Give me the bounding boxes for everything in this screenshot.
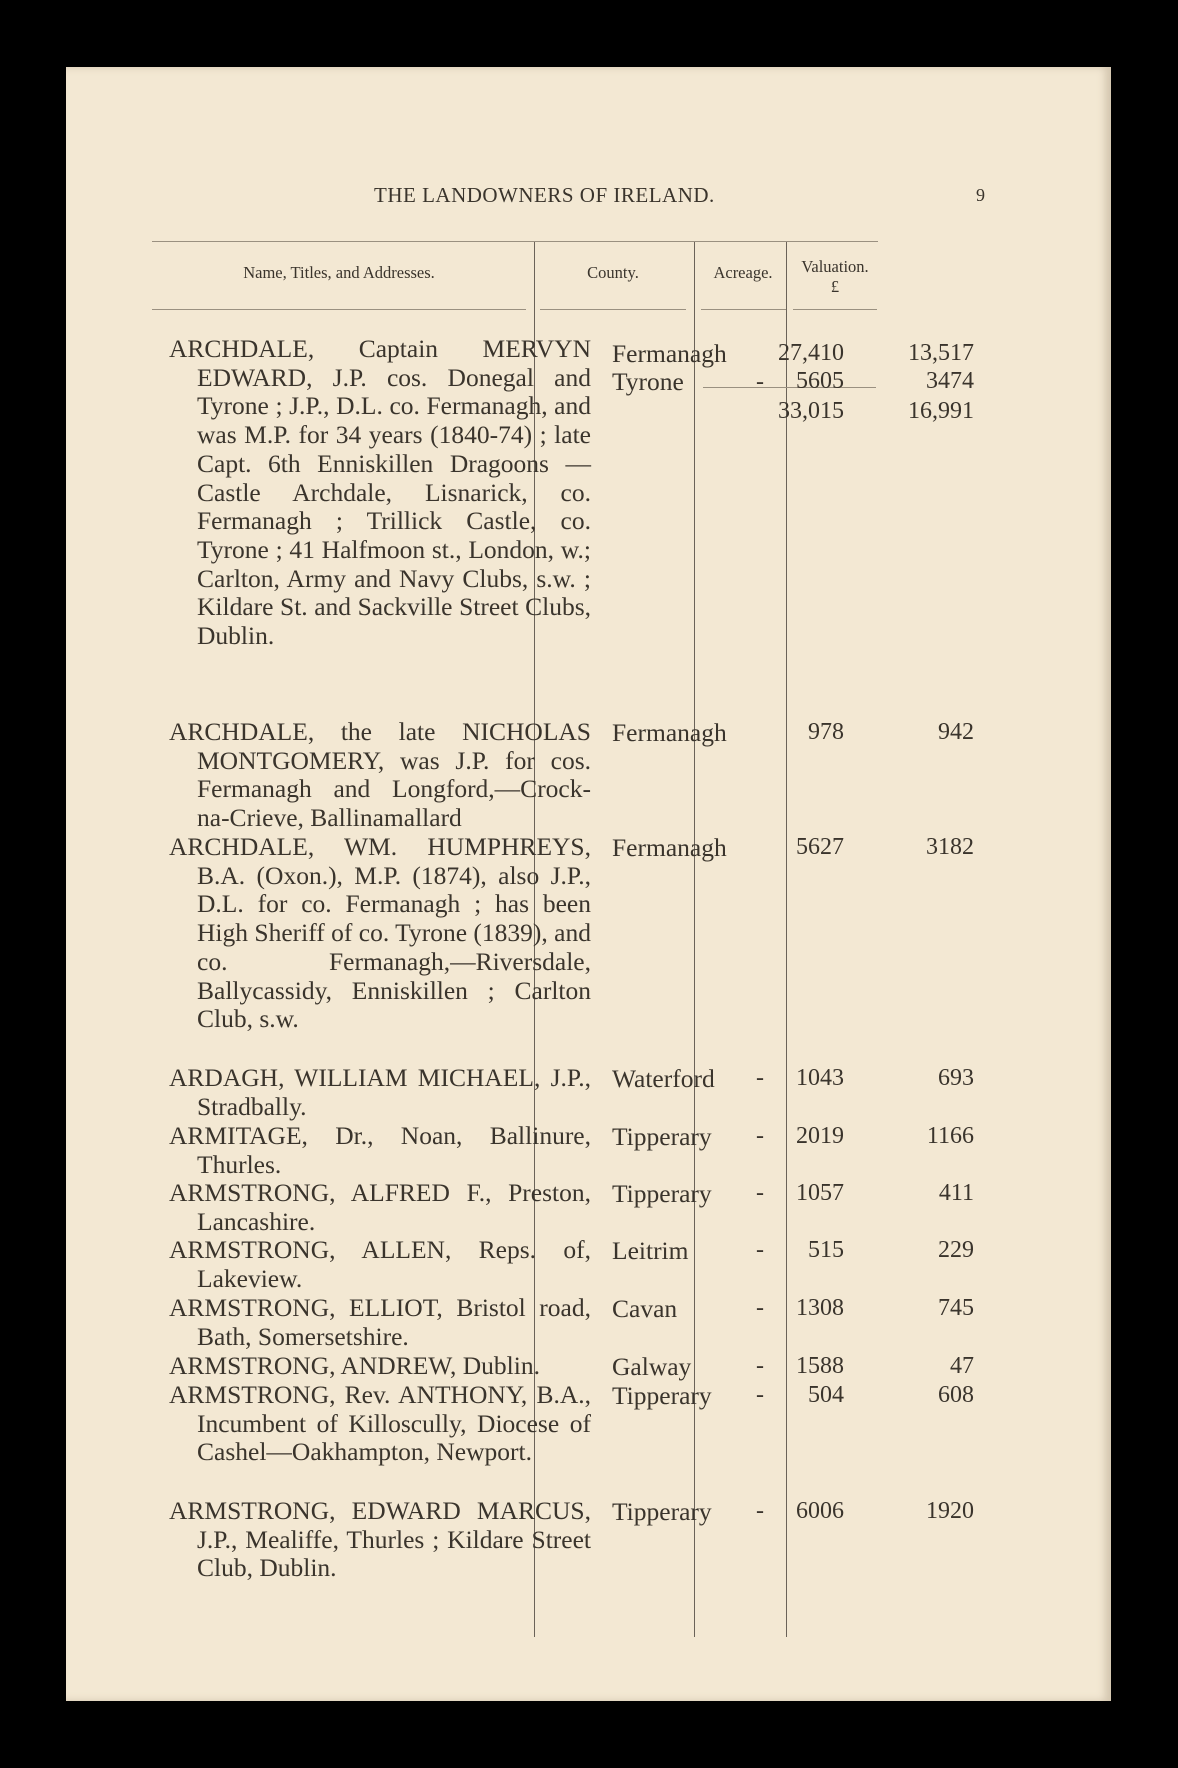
column-rule-2 <box>694 242 695 1637</box>
entry-county: Leitrim <box>612 1236 689 1265</box>
entry-name: ARCHDALE, the late NICHOLAS MONTGOMERY, was J.P. for cos. Fermanagh and Longford,—Crock-na-Crieve, Ballinamallard <box>169 717 591 833</box>
entry-acreage: 2019 <box>796 1123 844 1149</box>
entry-acreage: 27,410 <box>778 340 844 366</box>
entry-dash: - <box>756 1498 764 1524</box>
entry-acreage: 978 <box>808 719 844 745</box>
entry-valuation-total: 16,991 <box>908 398 974 424</box>
entry-name: ARMSTRONG, EDWARD MARCUS, J.P., Mealiffe, Thurles ; Kildare Street Club, Dublin. <box>169 1496 591 1583</box>
entry-dash: - <box>756 1123 764 1149</box>
column-header-valuation-unit: £ <box>830 277 840 296</box>
entry-county: Cavan <box>612 1294 678 1323</box>
page-number: 9 <box>976 185 985 205</box>
column-header-acreage: Acreage. <box>713 263 773 282</box>
running-title: THE LANDOWNERS OF IRELAND. <box>374 183 715 207</box>
header-bottom-rule-name <box>152 309 526 310</box>
column-header-county: County. <box>587 263 639 282</box>
entry-county-2: Tyrone <box>612 367 684 396</box>
entry-dash: - <box>756 1237 764 1263</box>
entry-valuation-2: 3474 <box>926 368 974 394</box>
entry-acreage: 1308 <box>796 1295 844 1321</box>
header-top-rule <box>152 241 878 242</box>
entry-dash: - <box>756 1065 764 1091</box>
header-bottom-rule-acreage <box>701 309 787 310</box>
entry-county: Tipperary <box>612 1497 712 1526</box>
entry-county: Galway <box>612 1352 692 1381</box>
entry-valuation: 3182 <box>926 834 974 860</box>
entry-valuation: 229 <box>938 1237 974 1263</box>
entry-acreage: 1043 <box>796 1065 844 1091</box>
entry-name: ARCHDALE, WM. HUMPHREYS, B.A. (Oxon.), M.P. (1874), also J.P., D.L. for co. Fermanagh ; has been High Sheriff of co. Tyrone (1839), and co. Fermanagh,—Riversdale, Ballycassidy, Enniskillen ; Carlton Club, s.w. <box>169 832 591 1034</box>
entry-valuation: 745 <box>938 1295 974 1321</box>
entry-valuation: 608 <box>938 1382 974 1408</box>
entry-county: Fermanagh <box>612 718 727 747</box>
entry-valuation: 411 <box>938 1180 974 1206</box>
entry-acreage: 1057 <box>796 1180 844 1206</box>
entry-dash: - <box>756 369 764 395</box>
column-header-valuation: Valuation. <box>801 257 869 276</box>
entry-valuation: 1166 <box>926 1123 974 1149</box>
entry-county: Tipperary <box>612 1122 712 1151</box>
entry-dash: - <box>756 1353 764 1379</box>
entry-valuation: 693 <box>938 1065 974 1091</box>
entry-valuation: 13,517 <box>908 340 974 366</box>
entry-acreage: 6006 <box>796 1498 844 1524</box>
column-header-name: Name, Titles, and Addresses. <box>243 263 435 282</box>
entry-name: ARMSTRONG, ANDREW, Dublin. <box>169 1351 540 1380</box>
entry-county: Fermanagh <box>612 339 727 368</box>
entry-acreage-2: 5605 <box>796 368 844 394</box>
entry-name: ARMSTRONG, Rev. ANTHONY, B.A., Incumbent of Killoscully, Diocese of Cashel—Oakhampton, Newport. <box>169 1380 591 1467</box>
entry-dash: - <box>756 1180 764 1206</box>
entry-name: ARDAGH, WILLIAM MICHAEL, J.P., Stradbally. <box>169 1063 591 1121</box>
entry-name: ARMSTRONG, ALLEN, Reps. of, Lakeview. <box>169 1235 591 1293</box>
entry-name: ARMSTRONG, ELLIOT, Bristol road, Bath, Somersetshire. <box>169 1293 591 1351</box>
entry-county: Tipperary <box>612 1179 712 1208</box>
entry-county: Waterford <box>612 1064 715 1093</box>
entry-acreage: 515 <box>808 1237 844 1263</box>
column-rule-3 <box>786 242 787 1637</box>
entry-name: ARCHDALE, Captain MERVYN EDWARD, J.P. cos. Donegal and Tyrone ; J.P., D.L. co. Fermanagh, and was M.P. for 34 years (1840-74) ; late Capt. 6th Enniskillen Dragoons — Castle Archdale, Lisnarick, co. Fermanagh ; Trillick Castle, co. Tyrone ; 41 Halfmoon st., London, w.; Carlton, Army and Navy Clubs, s.w. ; Kildare St. and Sackville Street Clubs, Dublin. <box>169 334 591 651</box>
entry-acreage: 504 <box>808 1382 844 1408</box>
entry-valuation: 942 <box>938 719 974 745</box>
entry-valuation: 47 <box>950 1353 974 1379</box>
header-bottom-rule-valuation <box>793 309 877 310</box>
entry-name: ARMITAGE, Dr., Noan, Ballinure, Thurles. <box>169 1121 591 1179</box>
entry-valuation: 1920 <box>926 1498 974 1524</box>
entry-acreage: 5627 <box>796 834 844 860</box>
entry-dash: - <box>756 1382 764 1408</box>
entry-acreage-total: 33,015 <box>778 398 844 424</box>
entry-name: ARMSTRONG, ALFRED F., Preston, Lancashire. <box>169 1178 591 1236</box>
header-bottom-rule-county <box>540 309 686 310</box>
entry-county: Tipperary <box>612 1381 712 1410</box>
entry-acreage: 1588 <box>796 1353 844 1379</box>
entry-dash: - <box>756 1295 764 1321</box>
entry-county: Fermanagh <box>612 833 727 862</box>
